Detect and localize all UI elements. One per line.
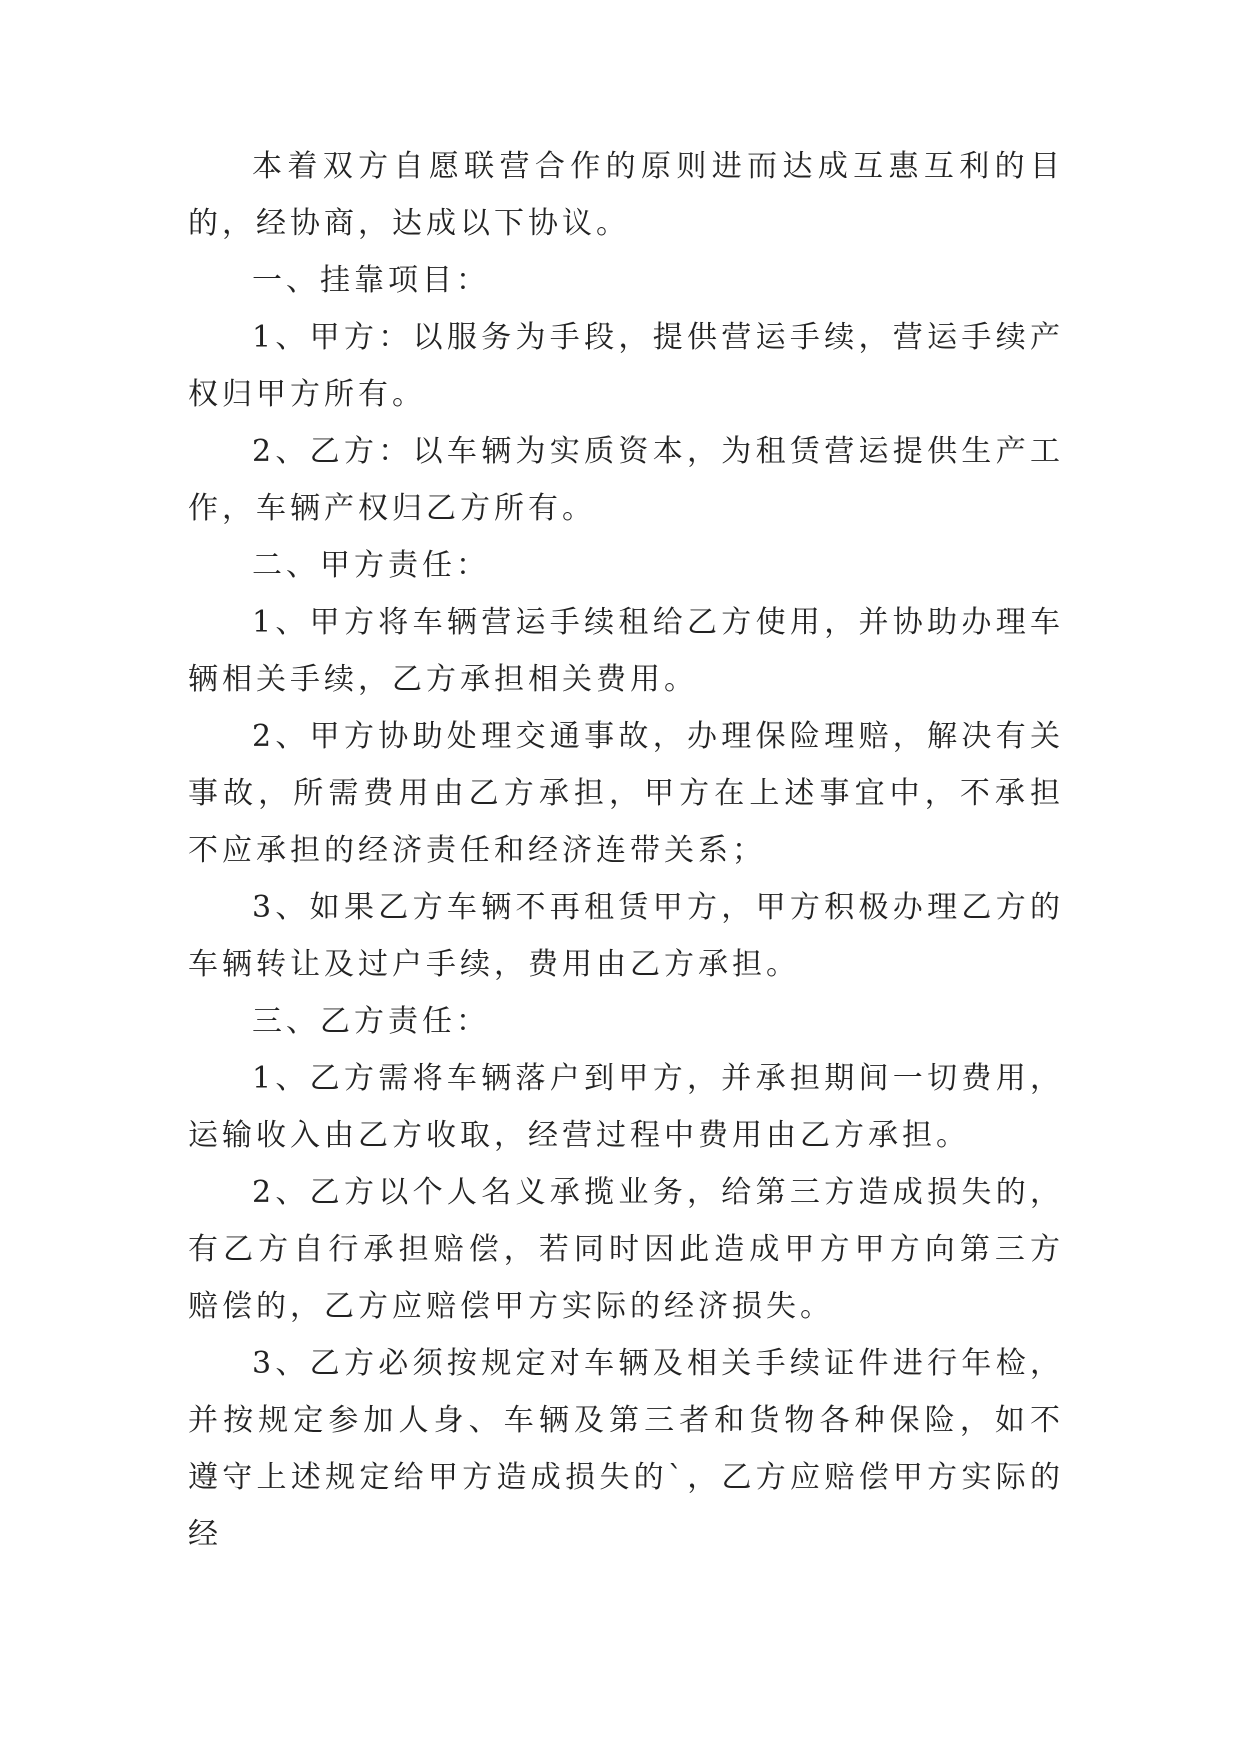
clause-paragraph: 2、乙方：以车辆为实质资本，为租赁营运提供生产工作，车辆产权归乙方所有。 [188,434,1064,526]
clause-paragraph: 1、乙方需将车辆落户到甲方，并承担期间一切费用，运输收入由乙方收取，经营过程中费用由乙方承担。 [188,1061,1064,1153]
document-page [188,138,1064,1563]
clause-paragraph: 2、乙方以个人名义承揽业务，给第三方造成损失的，有乙方自行承担赔偿，若同时因此造成甲方甲方向第三方赔偿的，乙方应赔偿甲方实际的经济损失。 [188,1175,1064,1324]
intro-paragraph: 本着双方自愿联营合作的原则进而达成互惠互利的目的，经协商，达成以下协议。 [188,149,1064,241]
section-heading-party-b-duties: 三、乙方责任： [252,1004,490,1039]
clause-paragraph: 1、甲方：以服务为手段，提供营运手续，营运手续产权归甲方所有。 [188,320,1064,412]
clause-paragraph: 3、如果乙方车辆不再租赁甲方，甲方积极办理乙方的车辆转让及过户手续，费用由乙方承担。 [188,890,1064,982]
clause-paragraph: 3、乙方必须按规定对车辆及相关手续证件进行年检，并按规定参加人身、车辆及第三者和货物各种保险，如不遵守上述规定给甲方造成损失的`，乙方应赔偿甲方实际的经 [188,1346,1064,1552]
section-heading-party-a-duties: 二、甲方责任： [252,548,490,583]
section-heading-affiliation-items: 一、挂靠项目： [252,263,490,298]
clause-paragraph: 1、甲方将车辆营运手续租给乙方使用，并协助办理车辆相关手续，乙方承担相关费用。 [188,605,1064,697]
clause-paragraph: 2、甲方协助处理交通事故，办理保险理赔，解决有关事故，所需费用由乙方承担，甲方在上述事宜中，不承担不应承担的经济责任和经济连带关系； [188,719,1064,868]
